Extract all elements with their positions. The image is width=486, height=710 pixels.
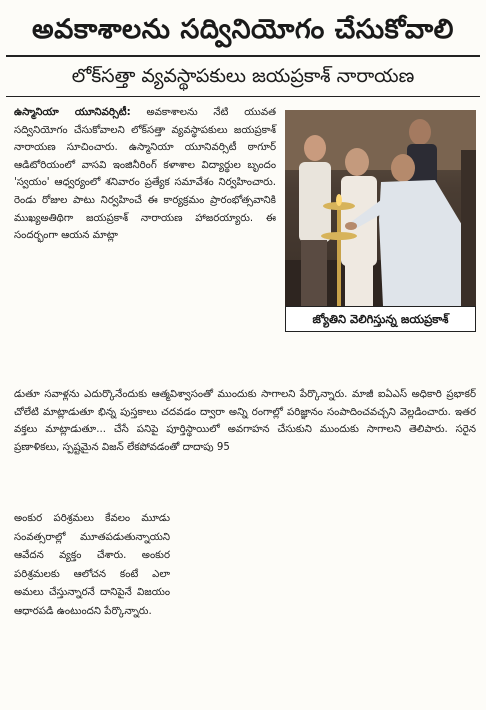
body-paragraph-narrow: అంకుర పరిశ్రమలు కేవలం మూడు సంవత్సరాల్లో మూతపడుతున్నాయని ఆవేదన వ్యక్తం చేశారు. అంకుర పరిశ్రమలకు ఆలోచన కంటే ఎలా అమలు చేస్తున్నారనే దానిపైనే విజయం ఆధారపడి ఉంటుందని పేర్కొన్నారు.	[14, 513, 170, 617]
photo-caption: జ్యోతిని వెలిగిస్తున్న జయప్రకాశ్	[285, 306, 476, 332]
headline: అవకాశాలను సద్వినియోగం చేసుకోవాలి	[32, 14, 454, 45]
subheadline: లోక్‌సత్తా వ్యవస్థాపకులు జయప్రకాశ్ నారాయణ	[71, 65, 415, 87]
body-paragraph-top: అవకాశాలను నేటి యువత సద్వినియోగం చేసుకోవాలని లోక్‌సత్తా వ్యవస్థాపకులు జయప్రకాశ్ నారాయణ సూచించారు. ఉస్మానియా యూనివర్సిటీ ఠాగూర్ ఆడిటోరియంలో వాసవి ఇంజినీరింగ్ కళాశాల విద్యార్థుల బృందం 'స్వయం' ఆధ్వర్యంలో శనివారం ప్రత్యేక సమావేశం నిర్వహించారు. రెండు రోజుల పాటు నిర్వహించే ఈ కార్యక్రమం ప్రారంభోత్సవానికి ముఖ్యఅతిథిగా జయప్రకాశ్ నారాయణ హాజరయ్యారు. ఈ సందర్భంగా ఆయన మాట్లా	[14, 107, 276, 242]
body-paragraph-full: డుతూ సవాళ్లను ఎదుర్కొనేందుకు ఆత్మవిశ్వాసంతో ముందుకు సాగాలని పేర్కొన్నారు. మాజీ ఐఏఎస్ అధికారి ప్రభాకర్ చోలేటి మాట్లాడుతూ భిన్న పుస్తకాలు చదవడం ద్వారా అన్ని రంగాల్లో పరిజ్ఞానం సంపాదించవచ్చని వెల్లడించారు. ఇతర వక్తలు మాట్లాడుతూ... చేసే పనిపై పూర్తిస్థాయిలో అవగాహన చేసుకుని ముందుకు సాగాలని తెలిపారు. సరైన ప్రణాళికలు, స్పష్టమైన విజన్ లేకపోవడంతో దాదాపు 95	[14, 389, 476, 453]
subheadline-rule	[6, 96, 480, 97]
article-body-top	[14, 104, 276, 245]
event-photo	[285, 110, 476, 306]
dateline: ఉస్మానియా యూనివర్సిటీ:	[14, 107, 131, 118]
lamp-lighting-illustration	[285, 110, 476, 306]
